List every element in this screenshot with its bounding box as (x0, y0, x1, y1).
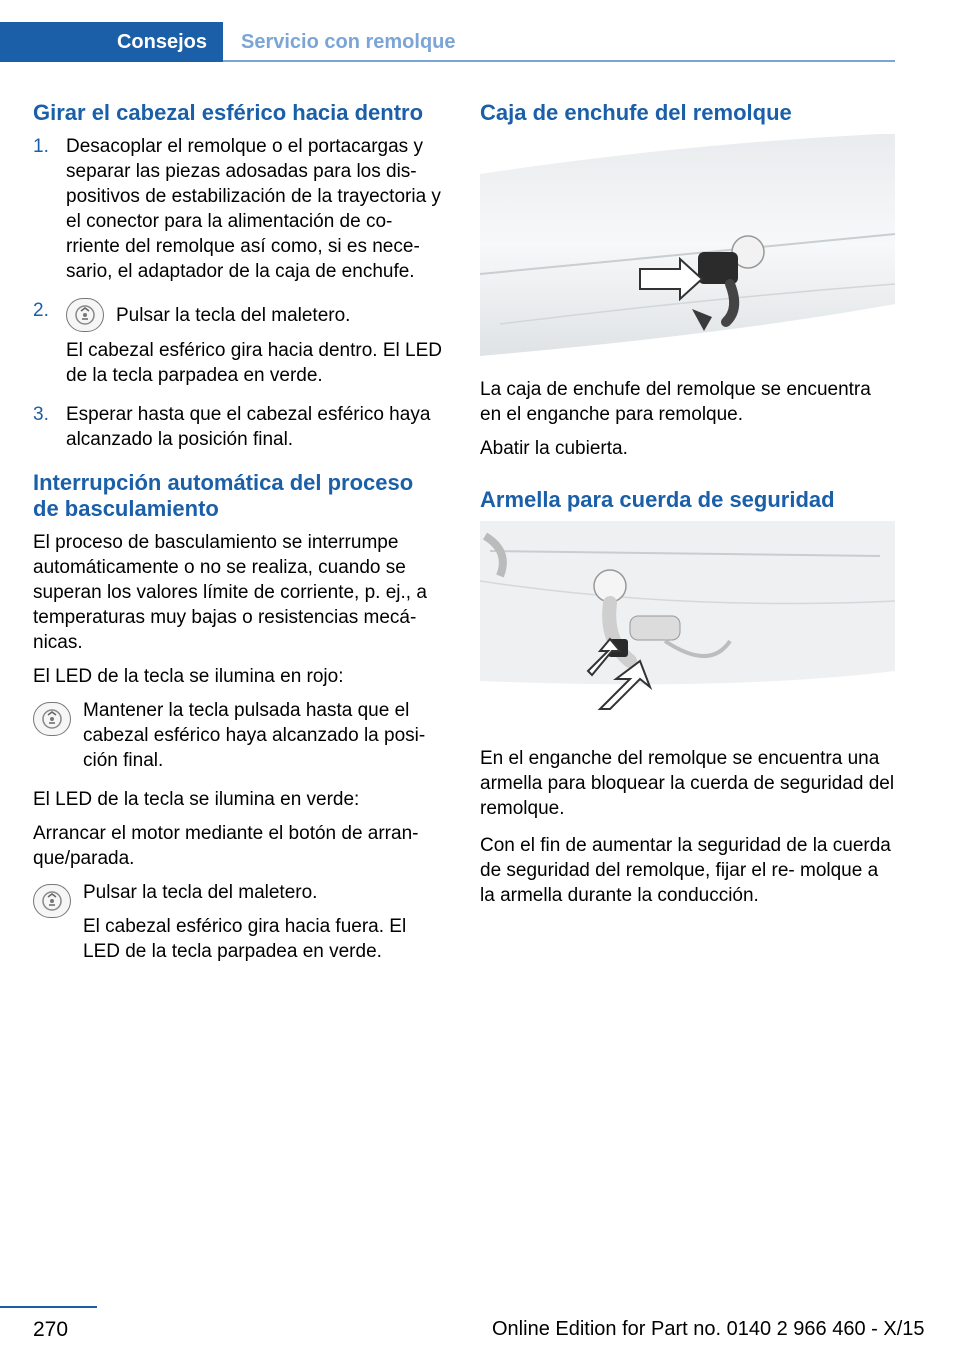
step-text: Esperar hasta que el cabezal esférico haya alcanzado la posición final. (66, 404, 431, 450)
trunk-button-icon (66, 298, 104, 332)
paragraph: El LED de la tecla se ilumina en rojo: (33, 666, 344, 687)
page-number: 270 (33, 1318, 69, 1341)
header-divider (223, 60, 895, 62)
paragraph: Pulsar la tecla del maletero. (83, 882, 318, 903)
edition-text: Online Edition for Part no. 0140 2 966 460 - X/15 (492, 1318, 925, 1340)
heading-interruption: Interrupción automática del proceso de basculamiento (33, 470, 414, 521)
trunk-button-icon (33, 702, 71, 736)
heading-tilt-in: Girar el cabezal esférico hacia dentro (33, 100, 424, 125)
right-column (480, 100, 895, 917)
page-header (0, 22, 895, 62)
step-text: Desacoplar el remolque o el portacargas y separar las piezas adosadas para los dis‐ positivos de estabilización de la trayectoria y el conector para la alimentación de co‐ rriente del remolque así como, si es nece‐ sario, el adaptador de la caja de enchufe. (66, 136, 441, 282)
icon-instruction (33, 698, 443, 773)
paragraph: El proceso de basculamiento se interrumpe automáticamente o no se realiza, cuando se superan los valores límite de corriente, p. ej., a temperaturas muy bajas o resistencias mecá‐ nicas. (33, 532, 427, 653)
heading-eyelet: Armella para cuerda de seguridad (480, 487, 835, 512)
step-2 (33, 298, 443, 388)
paragraph: La caja de enchufe del remolque se encuentra en el enganche para remolque. (480, 379, 871, 425)
heading-socket: Caja de enchufe del remolque (480, 100, 792, 125)
paragraph: En el enganche del remolque se encuentra una armella para bloquear la cuerda de seguridad del remolque. (480, 748, 895, 819)
step-3 (33, 402, 443, 452)
subsection-tab: Servicio con remolque (241, 30, 456, 53)
step-text: Pulsar la tecla del maletero. (116, 304, 351, 326)
paragraph: Abatir la cubierta. (480, 438, 628, 459)
eyelet-illustration (480, 521, 895, 726)
step-1 (33, 134, 443, 284)
paragraph: El LED de la tecla se ilumina en verde: (33, 789, 360, 810)
section-tab: Consejos (0, 22, 223, 62)
paragraph: Mantener la tecla pulsada hasta que el cabezal esférico haya alcanzado la posi‐ ción final. (83, 700, 426, 771)
trunk-button-icon (33, 884, 71, 918)
paragraph: Con el fin de aumentar la seguridad de la cuerda de seguridad del remolque, fijar el re‐ molque a la armella durante la conducción. (480, 835, 891, 906)
step-number: 2. (33, 300, 49, 321)
icon-instruction (33, 880, 443, 964)
footer-divider (0, 1306, 97, 1308)
step-number: 1. (33, 136, 49, 157)
paragraph: Arrancar el motor mediante el botón de arran‐ que/parada. (33, 823, 419, 869)
left-column (33, 100, 443, 973)
step-number: 3. (33, 404, 49, 425)
paragraph: El cabezal esférico gira hacia fuera. El LED de la tecla parpadea en verde. (83, 916, 407, 962)
socket-illustration (480, 134, 895, 361)
step-note: El cabezal esférico gira hacia dentro. El LED de la tecla parpadea en verde. (66, 340, 442, 386)
